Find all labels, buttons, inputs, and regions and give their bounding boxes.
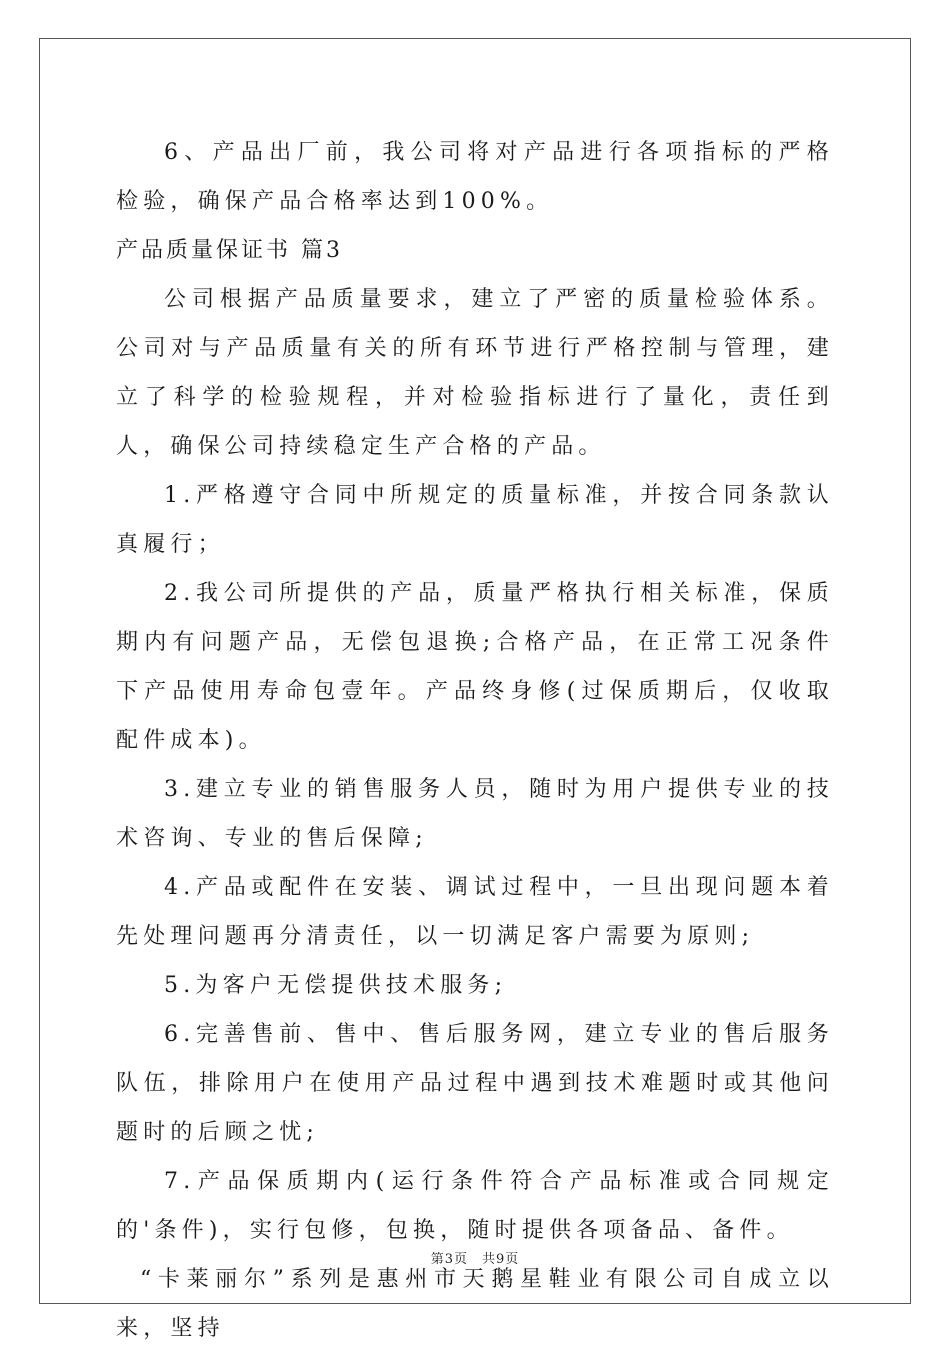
document-body <box>116 128 834 1353</box>
paragraph-point-7: 7.产品保质期内(运行条件符合产品标准或合同规定的'条件)，实行包修，包换，随时提供各项备品、备件。 <box>116 1169 834 1243</box>
paragraph-brand: “卡莱丽尔”系列是惠州市天鹅星鞋业有限公司自成立以来，坚持 <box>116 1267 834 1341</box>
paragraph-point-2: 2.我公司所提供的产品，质量严格执行相关标准，保质期内有问题产品，无偿包退换;合格产品，在正常工况条件下产品使用寿命包壹年。产品终身修(过保质期后，仅收取配件成本)。 <box>116 581 834 753</box>
page-number: 第3页 <box>430 1252 468 1267</box>
paragraph-point-5: 5.为客户无偿提供技术服务; <box>164 973 508 998</box>
paragraph-point-1: 1.严格遵守合同中所规定的质量标准，并按合同条款认真履行； <box>116 483 834 557</box>
section-heading: 产品质量保证书 篇3 <box>116 238 343 263</box>
paragraph-item-6: 6、产品出厂前，我公司将对产品进行各项指标的严格检验，确保产品合格率达到100%。 <box>116 140 834 214</box>
paragraph-point-4: 4.产品或配件在安装、调试过程中，一旦出现问题本着先处理问题再分清责任，以一切满足客户需要为原则; <box>116 875 834 949</box>
page-footer <box>0 1248 950 1267</box>
page-total: 共9页 <box>482 1252 520 1267</box>
paragraph-point-6: 6.完善售前、售中、售后服务网，建立专业的售后服务队伍，排除用户在使用产品过程中遇到技术难题时或其他问题时的后顾之忧; <box>116 1022 834 1145</box>
paragraph-point-3: 3.建立专业的销售服务人员，随时为用户提供专业的技术咨询、专业的售后保障; <box>116 777 834 851</box>
paragraph-intro: 公司根据产品质量要求，建立了严密的质量检验体系。公司对与产品质量有关的所有环节进行严格控制与管理，建立了科学的检验规程，并对检验指标进行了量化，责任到人，确保公司持续稳定生产合格的产品。 <box>116 287 834 459</box>
